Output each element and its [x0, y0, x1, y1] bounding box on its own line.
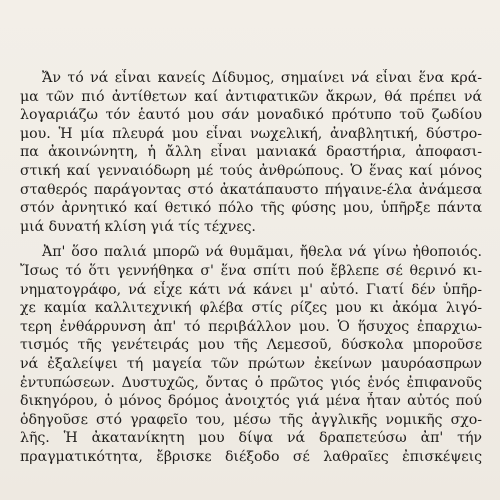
paragraph-gap	[20, 236, 482, 243]
text-line: στική καί γενναιόδωρη μέ τούς ἀνθρώπους. Ὁ ἕνας καί μόνος	[20, 162, 482, 179]
page-body-text	[20, 69, 482, 466]
text-line: λογαριάζω τόν ἑαυτό μου σάν μοναδικό πρότυπο τοῦ ζωδίου	[20, 107, 482, 124]
text-line: χε καμία καλλιτεχνική φλέβα στίς ρίζες μου κι ἀκόμα λιγό-	[20, 300, 482, 317]
text-line: μου. Ἡ μία πλευρά μου εἶναι νωχελική, ἀναβλητική, δύστρο-	[20, 125, 482, 142]
text-line: νά ἐξαλείψει τή μαγεία τῶν πρώτων ἐκείνων μαυρόασπρων	[20, 355, 482, 372]
text-line: τερη ἐνθάρρυνση ἀπ' τό περιβάλλον μου. Ὁ ἥσυχος ἐπαρχιω-	[20, 318, 482, 335]
text-line: νηματογράφο, νά εἶχε κάτι νά κάνει μ' αὐτό. Γιατί δέν ὑπῆρ-	[20, 281, 482, 298]
paragraph-2	[20, 243, 482, 466]
text-line: πραγματικότητα, ἔβρισκε διέξοδο σέ λαθραῖες ἐπισκέψεις	[20, 448, 482, 465]
text-line: μιά δυνατή κλίση γιά τίς τέχνες.	[20, 218, 256, 235]
text-line: ἐντυπώσεων. Δυστυχῶς, ὄντας ὁ πρῶτος γιός ἑνός ἐπιφανοῦς	[20, 374, 482, 391]
text-line: Ἴσως τό ὅτι γεννήθηκα σ' ἕνα σπίτι πού ἔβλεπε σέ θερινό κι-	[20, 262, 482, 279]
text-line: ὁδηγοῦσε στό γραφεῖο του, μέσω τῆς ἀγγλικῆς νομικῆς σχο-	[20, 411, 482, 428]
paragraph-1	[20, 69, 482, 236]
text-line: δικηγόρου, ὁ μόνος δρόμος ἀνοιχτός γιά μένα ἦταν αὐτός πού	[20, 393, 482, 410]
text-line: σταθερός παράγοντας στό ἀκατάπαυστο πήγαινε-έλα ἀνάμεσα	[20, 181, 482, 198]
text-line: πα ἀκοινώνητη, ἡ ἄλλη εἶναι μανιακά δραστήρια, ἀποφασι-	[20, 144, 482, 161]
text-line: μα τῶν πιό ἀντίθετων καί ἀντιφατικῶν ἄκρων, θά πρέπει νά	[20, 88, 482, 105]
text-line: Ἄν τό νά εἶναι κανείς Δίδυμος, σημαίνει νά εἶναι ἕνα κρά-	[42, 70, 482, 86]
text-line: στόν ἀρνητικό καί θετικό πόλο τῆς φύσης μου, ὑπῆρξε πάντα	[20, 200, 482, 217]
text-line: τισμός τῆς γενέτειράς μου τῆς Λεμεσοῦ, δύσκολα μποροῦσε	[20, 337, 482, 354]
text-line: λῆς. Ἡ ἀκατανίκητη μου δίψα νά δραπετεύσω ἀπ' τήν	[20, 430, 482, 447]
text-line: Ἀπ' ὅσο παλιά μπορῶ νά θυμᾶμαι, ἤθελα νά γίνω ἠθοποιός.	[42, 244, 482, 261]
